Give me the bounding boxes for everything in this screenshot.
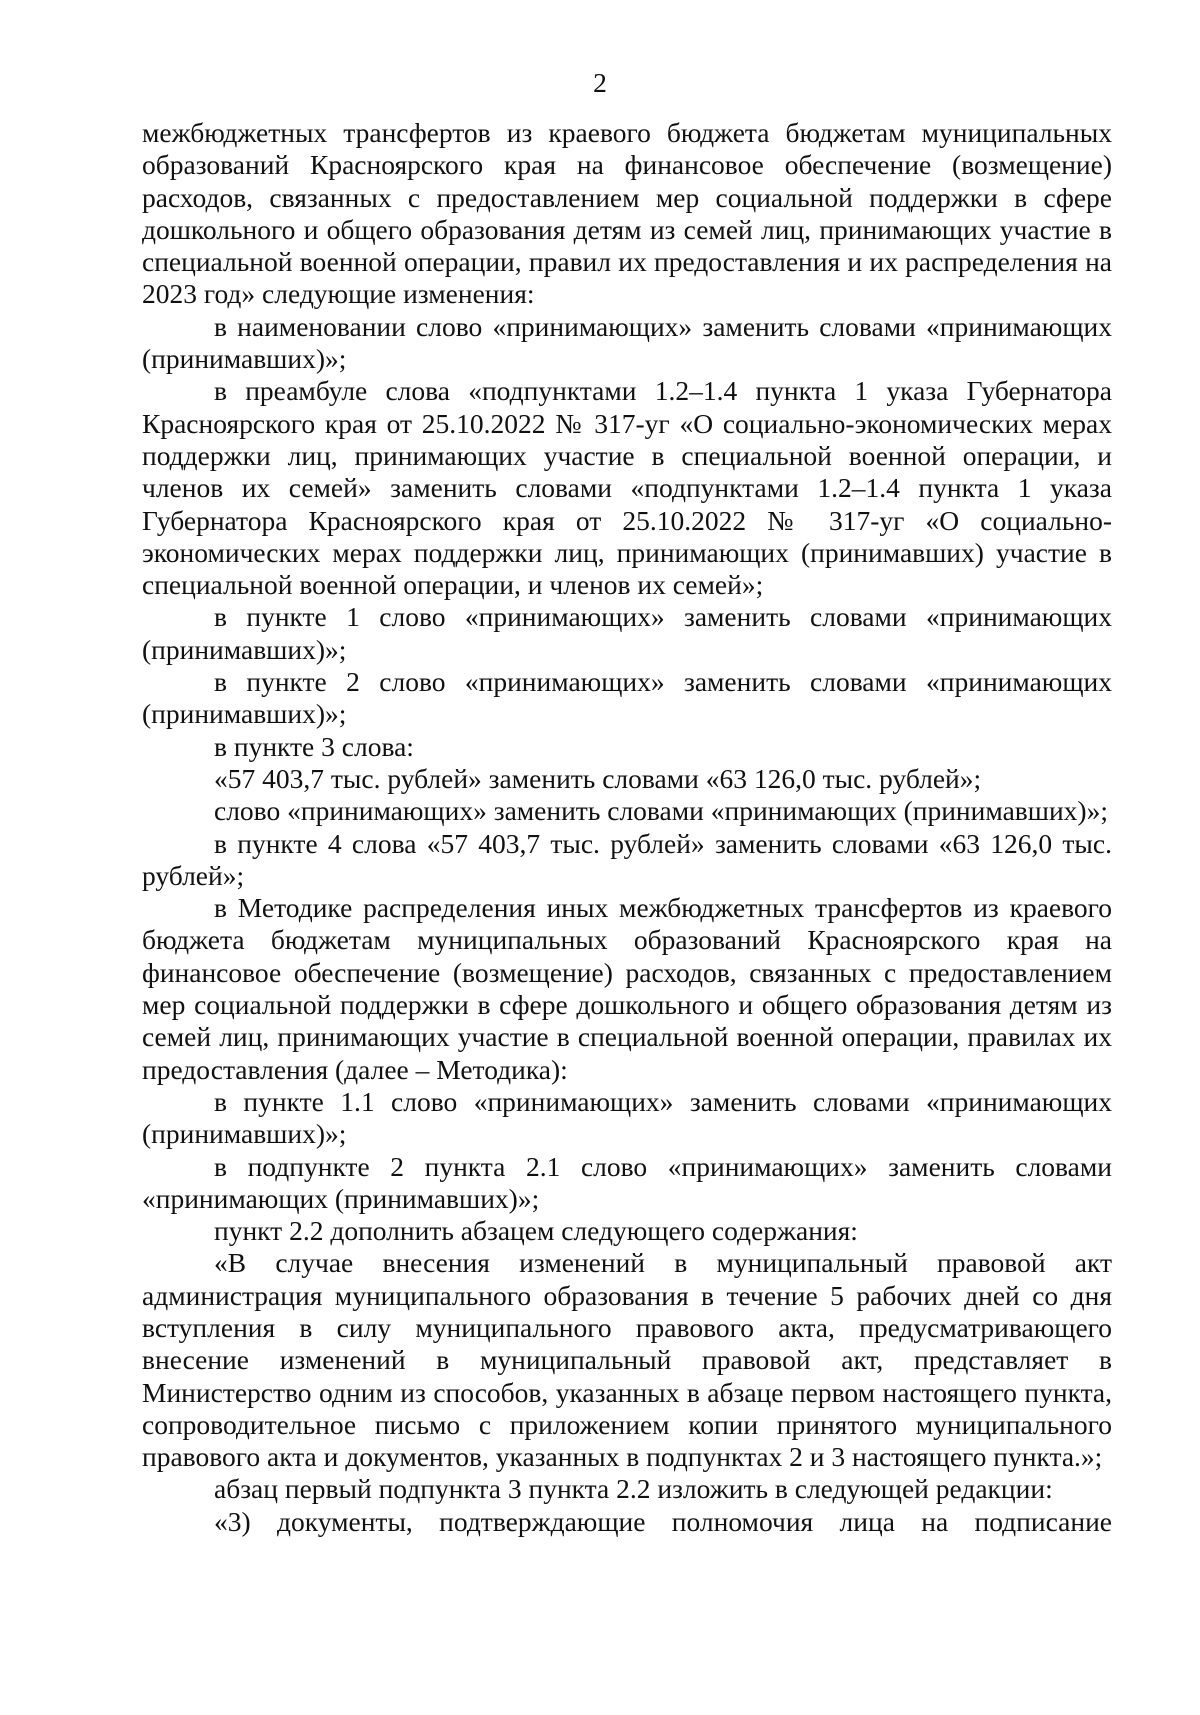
paragraph-methodology: в Методике распределения иных межбюджетных трансфертов из краевого бюджета бюджетам муниципальных образований Красноярского края на финансовое обеспечение (возмещение) расходов, связанных с предоставлением мер социальной поддержки в сфере дошкольного и общего образования детям из семей лиц, принимающих участие в специальной военной операции, правилах их предоставления (далее – Методика): xyxy=(142,892,1112,1085)
paragraph-continuation: межбюджетных трансфертов из краевого бюджета бюджетам муниципальных образований Красноярского края на финансовое обеспечение (возмещение) расходов, связанных с предоставлением мер социальной поддержки в сфере дошкольного и общего образования детям из семей лиц, принимающих участие в специальной военной операции, правил их предоставления и их распределения на 2023 год» следующие изменения: xyxy=(142,117,1112,310)
paragraph-point-2: в пункте 2 слово «принимающих» заменить словами «принимающих (принимавших)»; xyxy=(142,666,1112,730)
paragraph-subpoint-3-edit: абзац первый подпункта 3 пункта 2.2 изложить в следующей редакции: xyxy=(214,1473,1053,1505)
paragraph-point-2-2-addition: пункт 2.2 дополнить абзацем следующего содержания: xyxy=(214,1215,858,1247)
paragraph-point-3: в пункте 3 слова: xyxy=(214,730,414,762)
paragraph-preamble-change: в преамбуле слова «подпунктами 1.2–1.4 пункта 1 указа Губернатора Красноярского края от 25.10.2022 № 317-уг «О социально-экономических мерах поддержки лиц, принимающих участие в специальной военной операции, и членов их семей» заменить словами «подпунктами 1.2–1.4 пункта 1 указа Губернатора Красноярского края от 25.10.2022 № 317-уг «О социально-экономических мерах поддержки лиц, принимающих (принимавших) участие в специальной военной операции, и членов их семей»; xyxy=(142,375,1112,601)
document-body xyxy=(142,117,1112,1538)
paragraph-point-4: в пункте 4 слова «57 403,7 тыс. рублей» заменить словами «63 126,0 тыс. рублей»; xyxy=(142,827,1112,891)
paragraph-point-3-amount: «57 403,7 тыс. рублей» заменить словами «63 126,0 тыс. рублей»; xyxy=(214,762,982,794)
paragraph-point-1-1: в пункте 1.1 слово «принимающих» заменить словами «принимающих (принимавших)»; xyxy=(142,1085,1112,1150)
paragraph-point-3-word: слово «принимающих» заменить словами «принимающих (принимавших)»; xyxy=(214,795,1108,827)
paragraph-point-1: в пункте 1 слово «принимающих» заменить словами «принимающих (принимавших)»; xyxy=(142,601,1112,665)
page-number: 2 xyxy=(593,67,607,98)
paragraph-subpoint-2-point-2-1: в подпункте 2 пункта 2.1 слово «принимающих» заменить словами «принимающих (принимавших)»; xyxy=(142,1150,1112,1214)
paragraph-subpoint-3-text: «3) документы, подтверждающие полномочия лица на подписание xyxy=(214,1505,1112,1537)
paragraph-quoted-addition: «В случае внесения изменений в муниципальный правовой акт администрация муниципального образования в течение 5 рабочих дней со дня вступления в силу муниципального правового акта, предусматривающего внесение изменений в муниципальный правовой акт, представляет в Министерство одним из способов, указанных в абзаце первом настоящего пункта, сопроводительное письмо с приложением копии принятого муниципального правового акта и документов, указанных в подпунктах 2 и 3 настоящего пункта.»; xyxy=(142,1247,1112,1473)
paragraph-title-change: в наименовании слово «принимающих» заменить словами «принимающих (принимавших)»; xyxy=(142,310,1112,375)
